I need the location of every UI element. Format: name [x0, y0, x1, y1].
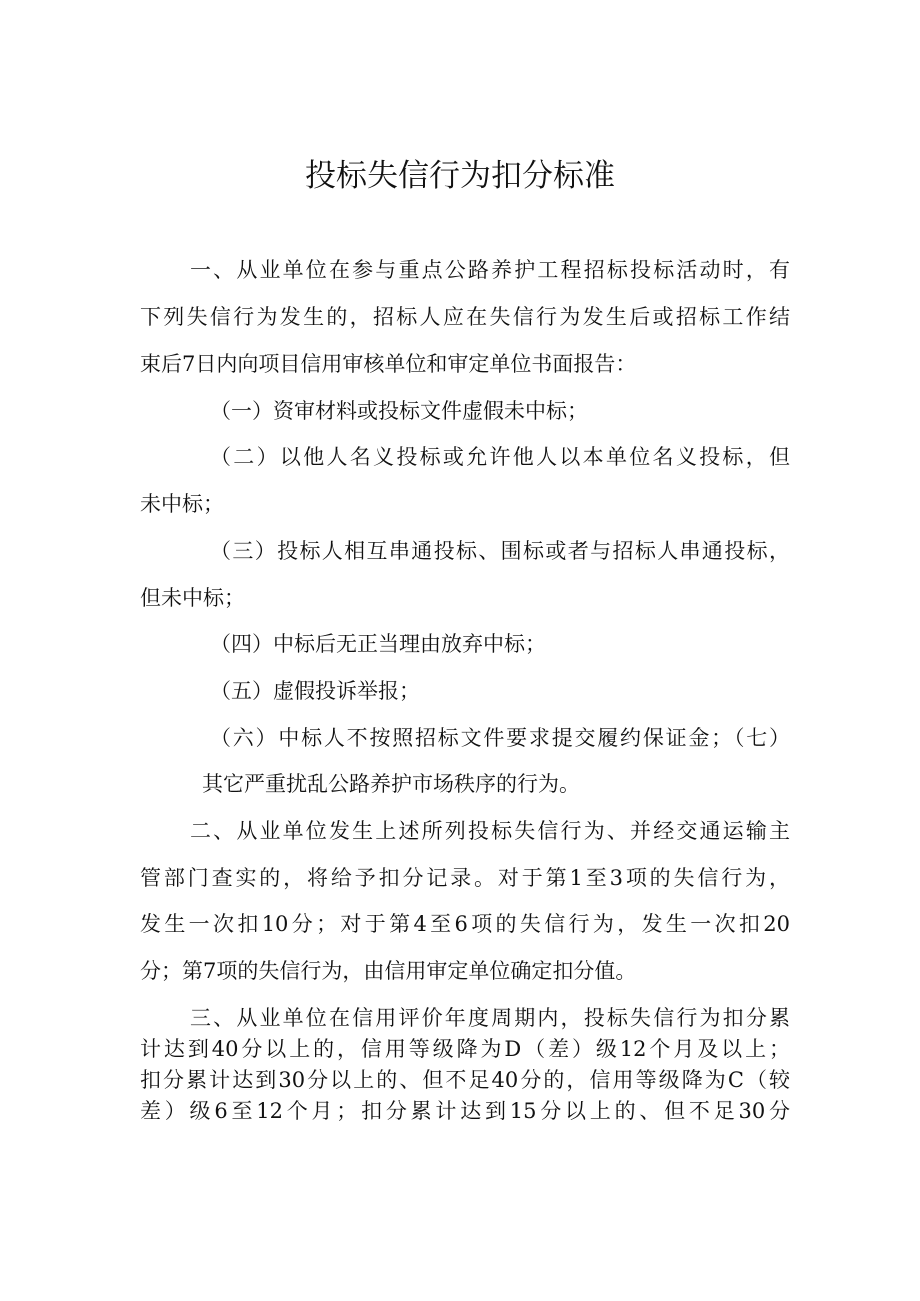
paragraph-line: 一、从业单位在参与重点公路养护工程招标投标活动时，有: [190, 258, 790, 282]
paragraph-line: 计达到40分以上的，信用等级降为D（差）级12个月及以上；: [140, 1037, 790, 1061]
paragraph-line: 下列失信行为发生的，招标人应在失信行为发生后或招标工作结: [140, 305, 790, 329]
paragraph-line: 管部门查实的，将给予扣分记录。对于第1至3项的失信行为，: [140, 866, 790, 890]
document-title: 投标失信行为扣分标准: [305, 158, 615, 194]
list-item-line: （四）中标后无正当理由放弃中标；: [210, 632, 546, 656]
list-item-line: （三）投标人相互串通投标、围标或者与招标人串通投标，: [210, 539, 790, 563]
list-item-line: （一）资审材料或投标文件虚假未中标；: [210, 399, 588, 423]
list-item-line: 其它严重扰乱公路养护市场秩序的行为。: [202, 772, 580, 796]
paragraph-line: 发生一次扣10分；对于第4至6项的失信行为，发生一次扣20: [140, 912, 790, 936]
list-item-line: 未中标；: [140, 492, 224, 516]
paragraph-line: 分；第7项的失信行为，由信用审定单位确定扣分值。: [140, 959, 637, 983]
list-item-line: （二）以他人名义投标或允许他人以本单位名义投标，但: [210, 445, 790, 469]
paragraph-line: 束后7日内向项目信用审核单位和审定单位书面报告：: [140, 352, 637, 376]
list-item-line: （五）虚假投诉举报；: [210, 679, 420, 703]
paragraph-line: 差）级6至12个月；扣分累计达到15分以上的、但不足30分: [140, 1099, 790, 1123]
list-item-line: 但未中标；: [140, 586, 245, 610]
paragraph-line: 二、从业单位发生上述所列投标失信行为、并经交通运输主: [190, 819, 790, 843]
paragraph-line: 扣分累计达到30分以上的、但不足40分的，信用等级降为C（较: [140, 1068, 790, 1092]
paragraph-line: 三、从业单位在信用评价年度周期内，投标失信行为扣分累: [190, 1006, 790, 1030]
list-item-line: （六）中标人不按照招标文件要求提交履约保证金；（七）: [210, 726, 790, 750]
